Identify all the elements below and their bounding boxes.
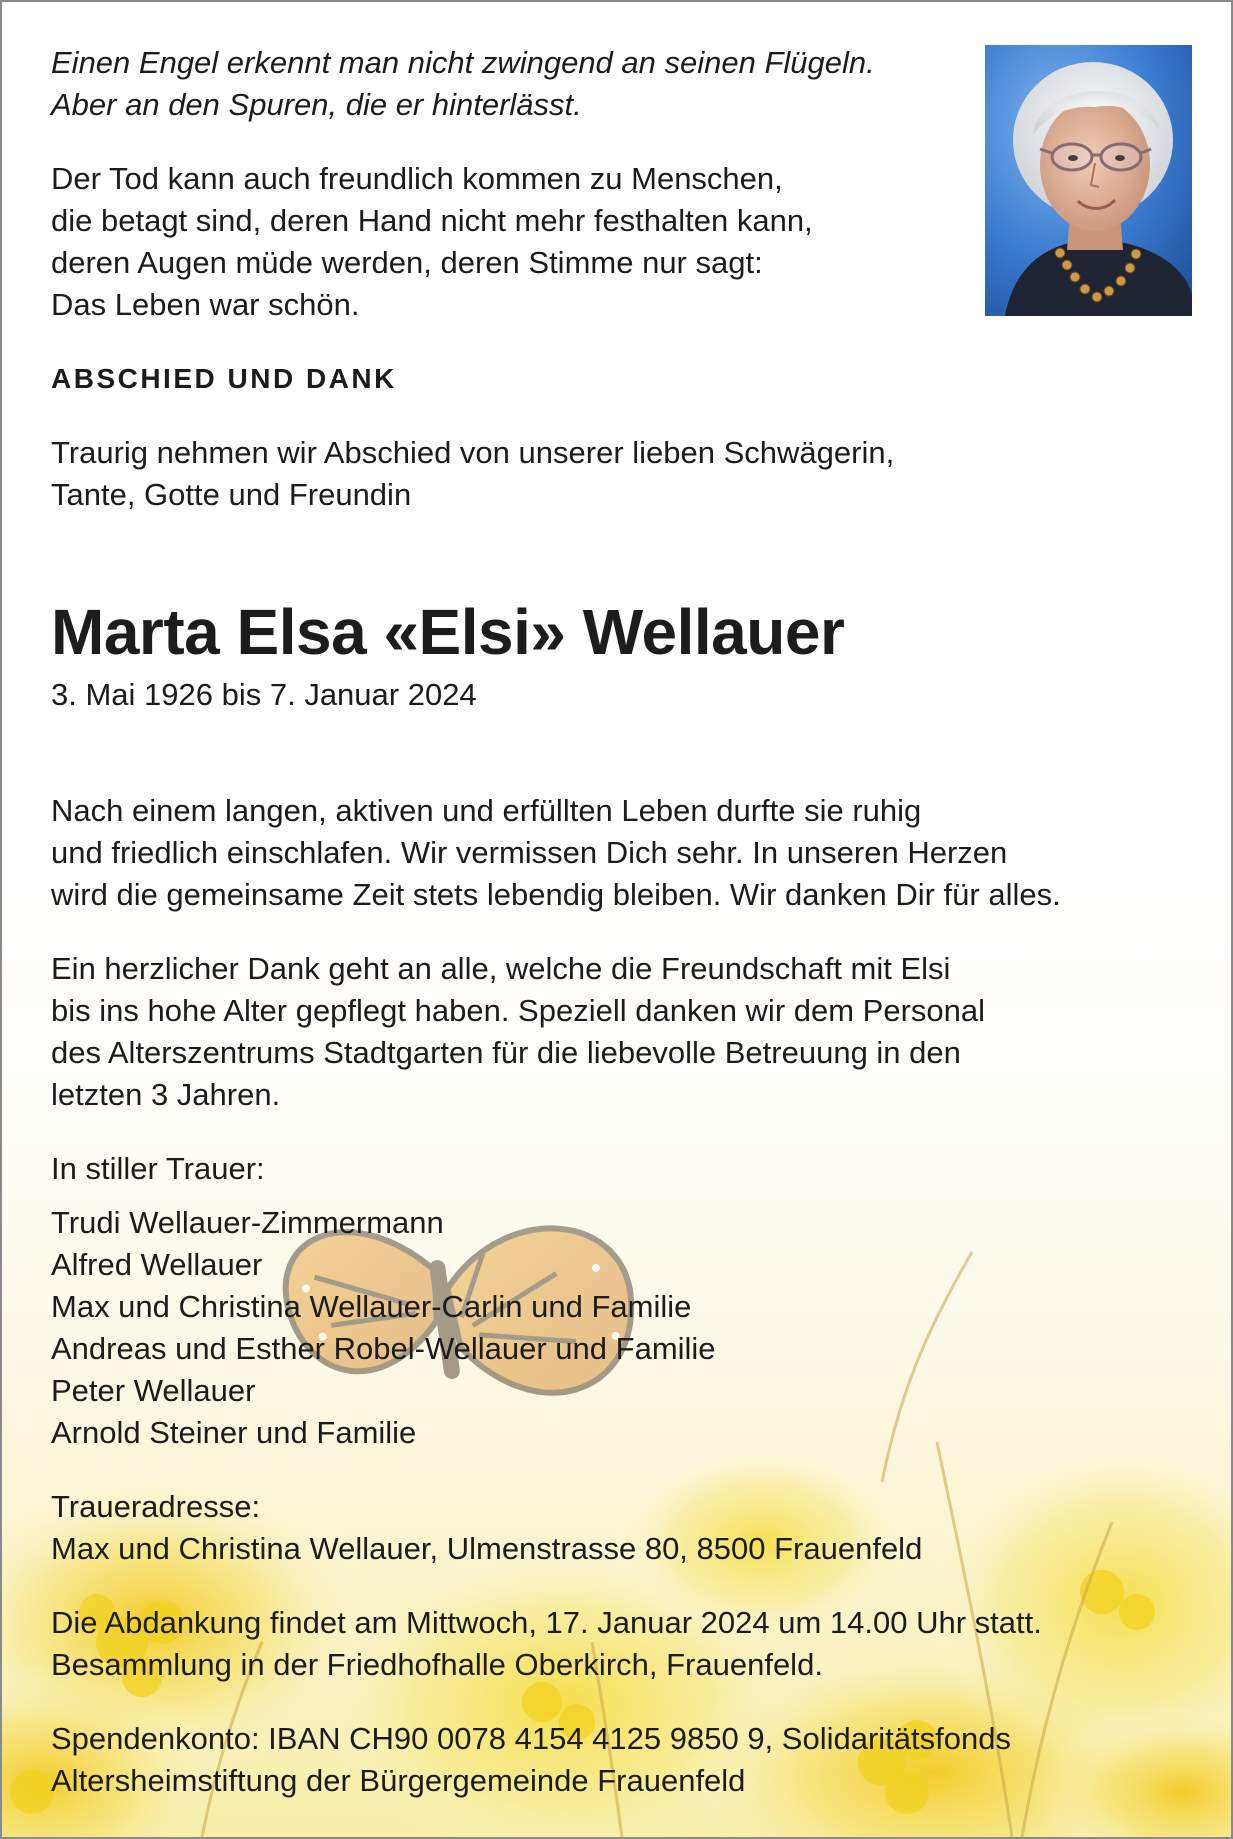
paragraph-line: wird die gemeinsame Zeit stets lebendig bleiben. Wir danken Dir für alles.: [51, 877, 1061, 912]
intro-text: [51, 432, 894, 516]
paragraph-line: letzten 3 Jahren.: [51, 1077, 281, 1112]
deceased-name: Marta Elsa «Elsi» Wellauer: [51, 596, 845, 668]
section-title: ABSCHIED UND DANK: [51, 363, 397, 394]
mourner-name: Arnold Steiner und Familie: [51, 1415, 417, 1450]
mourner-name: Peter Wellauer: [51, 1373, 256, 1408]
poem-line: deren Augen müde werden, deren Stimme nur sagt:: [51, 245, 763, 280]
donation-info: [51, 1718, 1011, 1802]
mourning-address: Max und Christina Wellauer, Ulmenstrasse 80, 8500 Frauenfeld: [51, 1531, 923, 1566]
paragraph-line: Ein herzlicher Dank geht an alle, welche die Freundschaft mit Elsi: [51, 951, 951, 986]
mourning-address-label: Traueradresse:: [51, 1489, 261, 1524]
farewell-paragraph: [51, 790, 1061, 916]
motto-line: Einen Engel erkennt man nicht zwingend an seinen Flügeln.: [51, 45, 875, 80]
poem-line: Der Tod kann auch freundlich kommen zu Menschen,: [51, 161, 783, 196]
mourner-name: Andreas und Esther Robel-Wellauer und Familie: [51, 1331, 716, 1366]
intro-line: Traurig nehmen wir Abschied von unserer lieben Schwägerin,: [51, 435, 895, 470]
paragraph-line: Nach einem langen, aktiven und erfüllten Leben durfte sie ruhig: [51, 793, 922, 828]
mourners-label: In stiller Trauer:: [51, 1151, 265, 1186]
life-dates: 3. Mai 1926 bis 7. Januar 2024: [51, 677, 477, 712]
thanks-paragraph: [51, 948, 985, 1116]
poem-line: die betagt sind, deren Hand nicht mehr festhalten kann,: [51, 203, 813, 238]
poem-line: Das Leben war schön.: [51, 287, 360, 322]
paragraph-line: des Alterszentrums Stadtgarten für die liebevolle Betreuung in den: [51, 1035, 961, 1070]
paragraph-line: bis ins hohe Alter gepflegt haben. Speziell danken wir dem Personal: [51, 993, 986, 1028]
paragraph-line: und friedlich einschlafen. Wir vermissen Dich sehr. In unseren Herzen: [51, 835, 1008, 870]
donation-line: Spendenkonto: IBAN CH90 0078 4154 4125 9850 9, Solidaritätsfonds: [51, 1721, 1011, 1756]
mourners-list: [51, 1202, 716, 1454]
mourner-name: Alfred Wellauer: [51, 1247, 263, 1282]
funeral-service-info: [51, 1602, 1042, 1686]
portrait-photo: [985, 45, 1192, 316]
poem: [51, 158, 813, 326]
motto-line: Aber an den Spuren, die er hinterlässt.: [51, 87, 582, 122]
service-line: Die Abdankung findet am Mittwoch, 17. Januar 2024 um 14.00 Uhr statt.: [51, 1605, 1042, 1640]
motto-quote: [51, 42, 875, 126]
mourner-name: Max und Christina Wellauer-Carlin und Familie: [51, 1289, 692, 1324]
mourner-name: Trudi Wellauer-Zimmermann: [51, 1205, 444, 1240]
service-line: Besammlung in der Friedhofhalle Oberkirch, Frauenfeld.: [51, 1647, 823, 1682]
intro-line: Tante, Gotte und Freundin: [51, 477, 412, 512]
donation-line: Altersheimstiftung der Bürgergemeinde Frauenfeld: [51, 1763, 746, 1798]
